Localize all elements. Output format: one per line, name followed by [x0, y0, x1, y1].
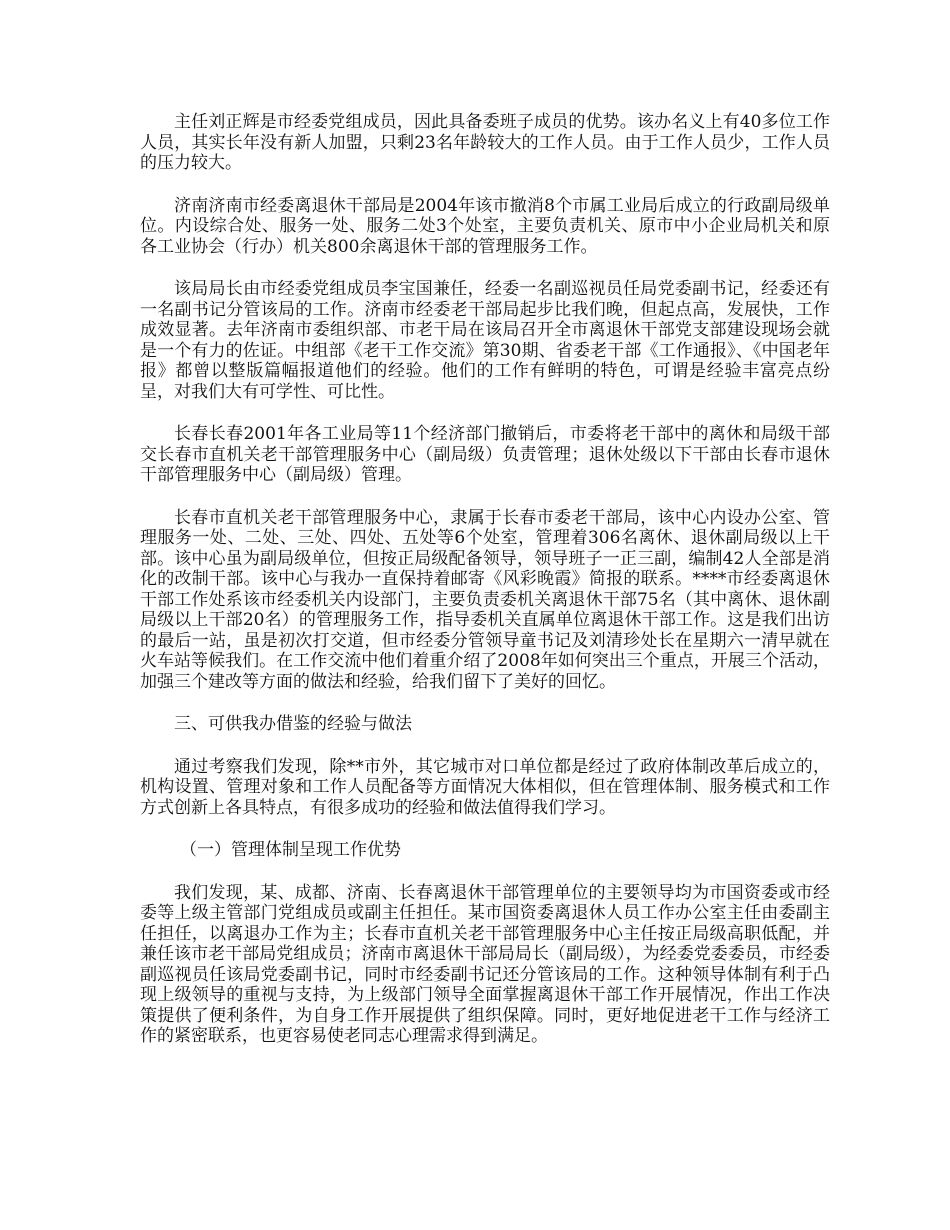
- subsection-heading: （一）管理体制呈现工作优势: [180, 840, 401, 860]
- paragraph-changchun-center: 长春市直机关老干部管理服务中心，隶属于长春市委老干部局，该中心内设办公室、管理服务一处、二处、三处、四处、五处等6个处室，管理着306名离休、退休副局级以上干部。该中心虽为副局级单位，但按正局级配备领导，领导班子一正三副，编制42人全部是消化的改制干部。该中心与我办一直保持着邮寄《风彩晚霞》简报的联系。****市经委离退休干部工作处系该市经委机关内设部门，主要负责委机关离退休干部75名（其中离休、退休副局级以上干部20名）的管理服务工作，指导委机关直属单位离退休干部工作。这是我们出访的最后一站，虽是初次打交道，但市经委分管领导童书记及刘清珍处长在星期六一清早就在火车站等候我们。在工作交流中他们着重介绍了2008年如何突出三个重点，开展三个活动，加强三个建改等方面的做法和经验，给我们留下了美好的回忆。: [140, 507, 830, 692]
- document-page: [140, 112, 830, 1069]
- paragraph-jinan-leadership: 该局局长由市经委党组成员李宝国兼任，经委一名副巡视员任局党委副书记，经委还有一名副书记分管该局的工作。济南市经委老干部局起步比我们晚，但起点高，发展快，工作成效显著。去年济南市委组织部、市老干局在该局召开全市离退休干部党支部建设现场会就是一个有力的佐证。中组部《老干工作交流》第30期、省委老干部《工作通报》、《中国老年报》都曾以整版篇幅报道他们的经验。他们的工作有鲜明的特色，可谓是经验丰富亮点纷呈，对我们大有可学性、可比性。: [140, 279, 830, 402]
- paragraph-changchun: 长春长春2001年各工业局等11个经济部门撤销后，市委将老干部中的离休和局级干部交长春市直机关老干部管理服务中心（副局级）负责管理；退休处级以下干部由长春市退休干部管理服务中心（副局级）管理。: [140, 424, 830, 485]
- subsection-paragraph: 我们发现，某、成都、济南、长春离退休干部管理单位的主要领导均为市国资委或市经委等上级主管部门党组成员或副主任担任。某市国资委离退休人员工作办公室主任由委副主任担任，以离退办工作为主；长春市直机关老干部管理服务中心主任按正局级高职低配，并兼任该市老干部局党组成员；济南市离退休干部局局长（副局级），为经委党委委员，市经委副巡视员任该局党委副书记，同时市经委副书记还分管该局的工作。这种领导体制有利于凸现上级领导的重视与支持，为上级部门领导全面掌握离退休干部工作开展情况，作出工作决策提供了便利条件，为自身工作开展提供了组织保障。同时，更好地促进老干工作与经济工作的紧密联系，也更容易使老同志心理需求得到满足。: [140, 882, 830, 1046]
- section-paragraph: 通过考察我们发现，除**市外，其它城市对口单位都是经过了政府体制改革后成立的，机构设置、管理对象和工作人员配备等方面情况大体相似，但在管理体制、服务模式和工作方式创新上各具特点，有很多成功的经验和做法值得我们学习。: [140, 756, 830, 818]
- paragraph-intro-office: 主任刘正辉是市经委党组成员，因此具备委班子成员的优势。该办名义上有40多位工作人员，其实长年没有新人加盟，只剩23名年龄较大的工作人员。由于工作人员少，工作人员的压力较大。: [140, 112, 830, 173]
- paragraph-jinan-bureau: 济南济南市经委离退休干部局是2004年该市撤消8个市属工业局后成立的行政副局级单位。内设综合处、服务一处、服务二处3个处室，主要负责机关、原市中小企业局机关和原各工业协会（行办）机关800余离退休干部的管理服务工作。: [140, 195, 830, 257]
- section-heading: 三、可供我办借鉴的经验与做法: [174, 714, 412, 734]
